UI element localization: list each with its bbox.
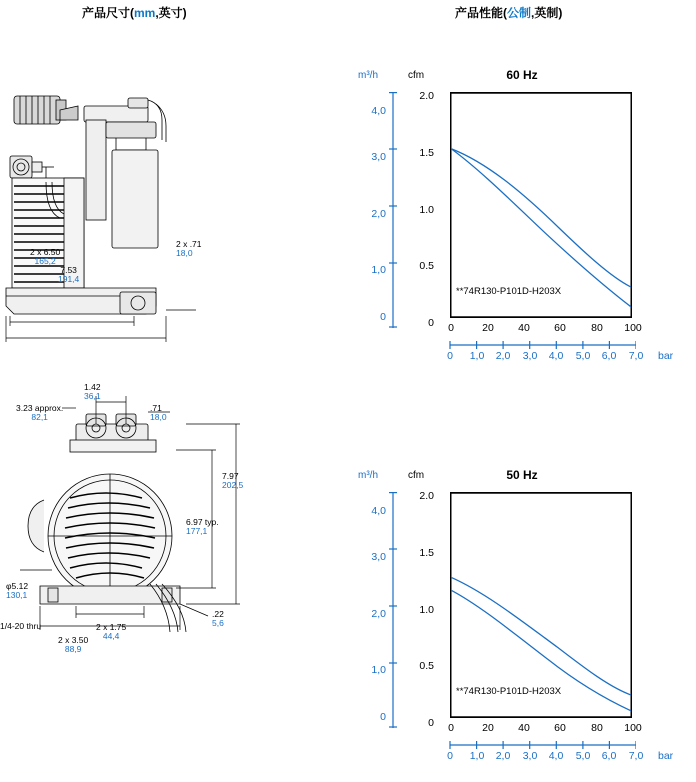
chart-50hz-bartick-7: 7,0 [628, 750, 644, 762]
chart-60hz-ytick-left-4: 0 [380, 311, 386, 323]
chart-60hz-bartick-4: 4,0 [548, 350, 564, 362]
chart-60hz-ytick-right-1: 1.5 [419, 147, 434, 159]
dim-323-approx: 3.23 approx. 82,1 [16, 403, 64, 423]
left-header-accent: mm [134, 6, 156, 20]
chart-60hz-ytick-right-3: 0.5 [419, 260, 434, 272]
chart-60hz-xtick-2: 40 [518, 322, 530, 334]
chart-60hz-ytick-left-1: 3,0 [371, 151, 386, 163]
chart-60hz-bartick-7: 7,0 [628, 350, 644, 362]
chart-50hz-bartick-4: 4,0 [548, 750, 564, 762]
dim-71: .71 18,0 [150, 403, 167, 423]
chart-50hz-bartick-3: 3,0 [522, 750, 538, 762]
chart-60hz-bartick-0: 0 [447, 350, 453, 362]
chart-50hz-ytick-left-0: 4,0 [371, 505, 386, 517]
chart-50hz-title: 50 Hz [506, 468, 538, 482]
chart-50hz-xtick-4: 80 [591, 722, 603, 734]
chart-60hz-ytick-left-3: 1,0 [371, 264, 386, 276]
chart-50hz-annotation: **74R130-P101D-H203X [456, 686, 562, 697]
dim-797: 7.97 202,5 [222, 471, 244, 491]
chart-50hz-ytick-left-4: 0 [380, 711, 386, 723]
chart-50hz-bartick-1: 1,0 [469, 750, 485, 762]
chart-50hz-bartick-0: 0 [447, 750, 453, 762]
chart-50hz-ytick-right-0: 2.0 [419, 490, 434, 502]
dim-2x350: 2 x 3.50 88,9 [58, 635, 89, 655]
right-header-accent: 公制 [507, 6, 532, 20]
chart-60hz-ylabel-right: cfm [408, 70, 425, 81]
chart-50hz-ytick-right-4: 0 [428, 717, 434, 729]
chart-50hz-xtick-3: 60 [554, 722, 566, 734]
right-header-main: 产品性能( [455, 6, 507, 20]
chart-50hz-xtick-2: 40 [518, 722, 530, 734]
chart-60hz-bar-unit: bar [658, 350, 674, 362]
chart-60hz-plot [450, 92, 632, 318]
chart-50hz-ytick-left-3: 1,0 [371, 664, 386, 676]
chart-60hz-title: 60 Hz [506, 68, 538, 82]
chart-60hz-bar-axis [448, 340, 636, 350]
chart-60hz-annotation: **74R130-P101D-H203X [456, 286, 562, 297]
chart-50hz-xtick-5: 100 [624, 722, 642, 734]
chart-60hz-xtick-5: 100 [624, 322, 642, 334]
chart-60hz-xtick-0: 0 [448, 322, 454, 334]
dim-phi512: φ5.12 130,1 [6, 581, 29, 601]
chart-60hz-xtick-1: 20 [482, 322, 494, 334]
dim-2x71: 2 x .71 18,0 [176, 239, 202, 259]
dim-22: .22 5,6 [212, 609, 224, 629]
dim-142: 1.42 36,1 [84, 382, 101, 402]
chart-50hz-ytick-right-2: 1.0 [419, 604, 434, 616]
left-header-tail: ,英寸) [155, 6, 187, 20]
chart-50hz-bar-axis [448, 740, 636, 750]
side-view-drawing [0, 70, 250, 360]
left-header-main: 产品尺寸( [82, 6, 134, 20]
dim-2x175: 2 x 1.75 44,4 [96, 622, 127, 642]
chart-60hz-bartick-1: 1,0 [469, 350, 485, 362]
chart-60hz-ytick-right-4: 0 [428, 317, 434, 329]
left-section-header [82, 4, 187, 21]
chart-50hz-ytick-left-2: 2,0 [371, 608, 386, 620]
dim-2x650: 2 x 6.50 165,2 [30, 247, 61, 267]
chart-50hz-bartick-5: 5,0 [575, 750, 591, 762]
chart-60hz-bartick-3: 3,0 [522, 350, 538, 362]
dim-697-typ: 6.97 typ. 177,1 [186, 517, 219, 537]
chart-60hz-bartick-2: 2,0 [495, 350, 511, 362]
side-view-svg [0, 70, 250, 360]
chart-60hz-xtick-3: 60 [554, 322, 566, 334]
chart-60hz-ytick-right-2: 1.0 [419, 204, 434, 216]
chart-50hz-ylabel-right: cfm [408, 470, 425, 481]
chart-60hz-ylabel-left: m³/h [358, 70, 378, 81]
dim-753: 7.53 191,4 [58, 265, 80, 285]
chart-50hz-bar-unit: bar [658, 750, 674, 762]
chart-50hz-ytick-left-1: 3,0 [371, 551, 386, 563]
chart-50hz-plot [450, 492, 632, 718]
chart-60hz-ytick-left-0: 4,0 [371, 105, 386, 117]
chart-50hz [352, 462, 696, 762]
chart-60hz [352, 62, 696, 362]
front-view-drawing [0, 378, 270, 663]
chart-60hz-ytick-right-0: 2.0 [419, 90, 434, 102]
dim-quarter20-thru: 1/4-20 thru [0, 621, 42, 631]
chart-50hz-ylabel-left: m³/h [358, 470, 378, 481]
chart-50hz-metric-axis [388, 492, 398, 728]
chart-60hz-bartick-5: 5,0 [575, 350, 591, 362]
chart-50hz-ytick-right-3: 0.5 [419, 660, 434, 672]
chart-60hz-ytick-left-2: 2,0 [371, 208, 386, 220]
chart-50hz-bartick-6: 6,0 [601, 750, 617, 762]
chart-60hz-bartick-6: 6,0 [601, 350, 617, 362]
chart-50hz-xtick-1: 20 [482, 722, 494, 734]
chart-50hz-xtick-0: 0 [448, 722, 454, 734]
chart-60hz-xtick-4: 80 [591, 322, 603, 334]
chart-50hz-bartick-2: 2,0 [495, 750, 511, 762]
right-section-header [455, 4, 562, 21]
chart-60hz-metric-axis [388, 92, 398, 328]
chart-50hz-ytick-right-1: 1.5 [419, 547, 434, 559]
right-header-tail: ,英制) [531, 6, 563, 20]
